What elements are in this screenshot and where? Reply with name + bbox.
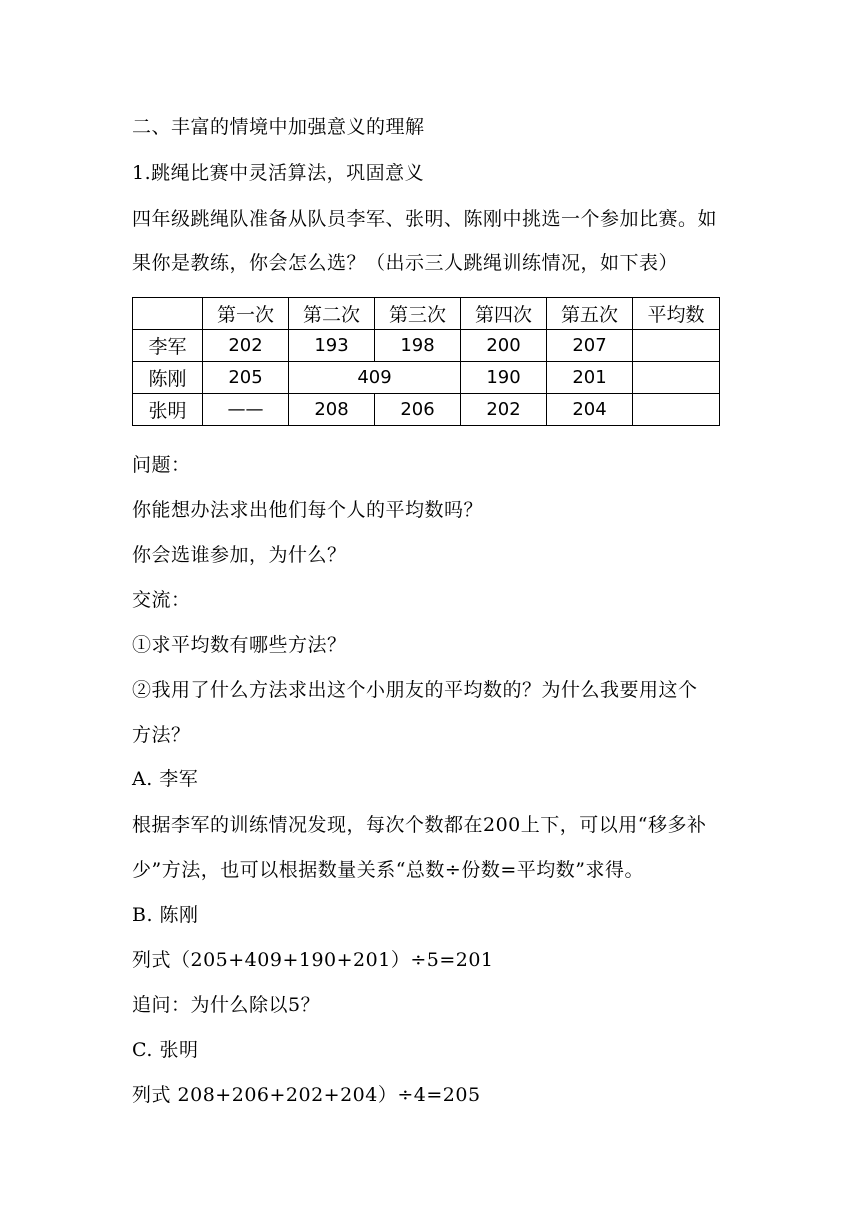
answer-a-text-line-1: 根据李军的训练情况发现，每次个数都在200上下，可以用“移多补 (132, 814, 707, 836)
exchange-label: 交流： (132, 589, 191, 611)
answer-b-followup: 追问：为什么除以5？ (132, 994, 321, 1016)
table-cell: 206 (375, 394, 461, 426)
header-cell: 第一次 (203, 298, 289, 330)
table-cell: 205 (203, 362, 289, 394)
intro-line-2: 果你是教练，你会怎么选？（出示三人跳绳训练情况，如下表） (132, 252, 679, 274)
answer-a-text-line-2: 少”方法，也可以根据数量关系“总数÷份数=平均数”求得。 (132, 859, 644, 881)
question-2: 你会选谁参加，为什么？ (132, 544, 347, 566)
intro-line-1: 四年级跳绳队准备从队员李军、张明、陈刚中挑选一个参加比赛。如 (132, 208, 718, 230)
table-cell: —— (203, 394, 289, 426)
answer-a-label: A. 李军 (132, 768, 199, 790)
answer-b-formula: 列式（205+409+190+201）÷5=201 (132, 949, 494, 971)
average-cell (633, 362, 720, 394)
table-cell: 201 (547, 362, 633, 394)
table-cell: 190 (461, 362, 547, 394)
section-title: 二、丰富的情境中加强意义的理解 (132, 116, 425, 138)
row-name-cell: 李军 (133, 330, 203, 362)
header-cell: 平均数 (633, 298, 720, 330)
header-cell: 第五次 (547, 298, 633, 330)
table-row (133, 362, 720, 394)
table-cell: 198 (375, 330, 461, 362)
questions-label: 问题： (132, 454, 191, 476)
answer-c-formula: 列式 208+206+202+204）÷4=205 (132, 1084, 481, 1106)
table-cell: 202 (461, 394, 547, 426)
sub-title: 1.跳绳比赛中灵活算法，巩固意义 (132, 162, 425, 184)
table-cell: 204 (547, 394, 633, 426)
exchange-2-line-1: ②我用了什么方法求出这个小朋友的平均数的？为什么我要用这个 (132, 679, 698, 701)
table-cell: 193 (289, 330, 375, 362)
table-header-row (133, 298, 720, 330)
average-cell (633, 394, 720, 426)
header-cell: 第三次 (375, 298, 461, 330)
exchange-1: ①求平均数有哪些方法？ (132, 634, 347, 656)
merged-table-cell: 409 (289, 362, 461, 394)
table-row (133, 330, 720, 362)
question-1: 你能想办法求出他们每个人的平均数吗？ (132, 499, 484, 521)
table-corner-cell (133, 298, 203, 330)
header-cell: 第二次 (289, 298, 375, 330)
answer-b-label: B. 陈刚 (132, 904, 199, 926)
table-cell: 207 (547, 330, 633, 362)
training-table (132, 297, 720, 426)
table-row (133, 394, 720, 426)
answer-c-label: C. 张明 (132, 1039, 199, 1061)
row-name-cell: 张明 (133, 394, 203, 426)
row-name-cell: 陈刚 (133, 362, 203, 394)
table-cell: 208 (289, 394, 375, 426)
header-cell: 第四次 (461, 298, 547, 330)
exchange-2-line-2: 方法？ (132, 724, 191, 746)
average-cell (633, 330, 720, 362)
table-cell: 202 (203, 330, 289, 362)
table-cell: 200 (461, 330, 547, 362)
